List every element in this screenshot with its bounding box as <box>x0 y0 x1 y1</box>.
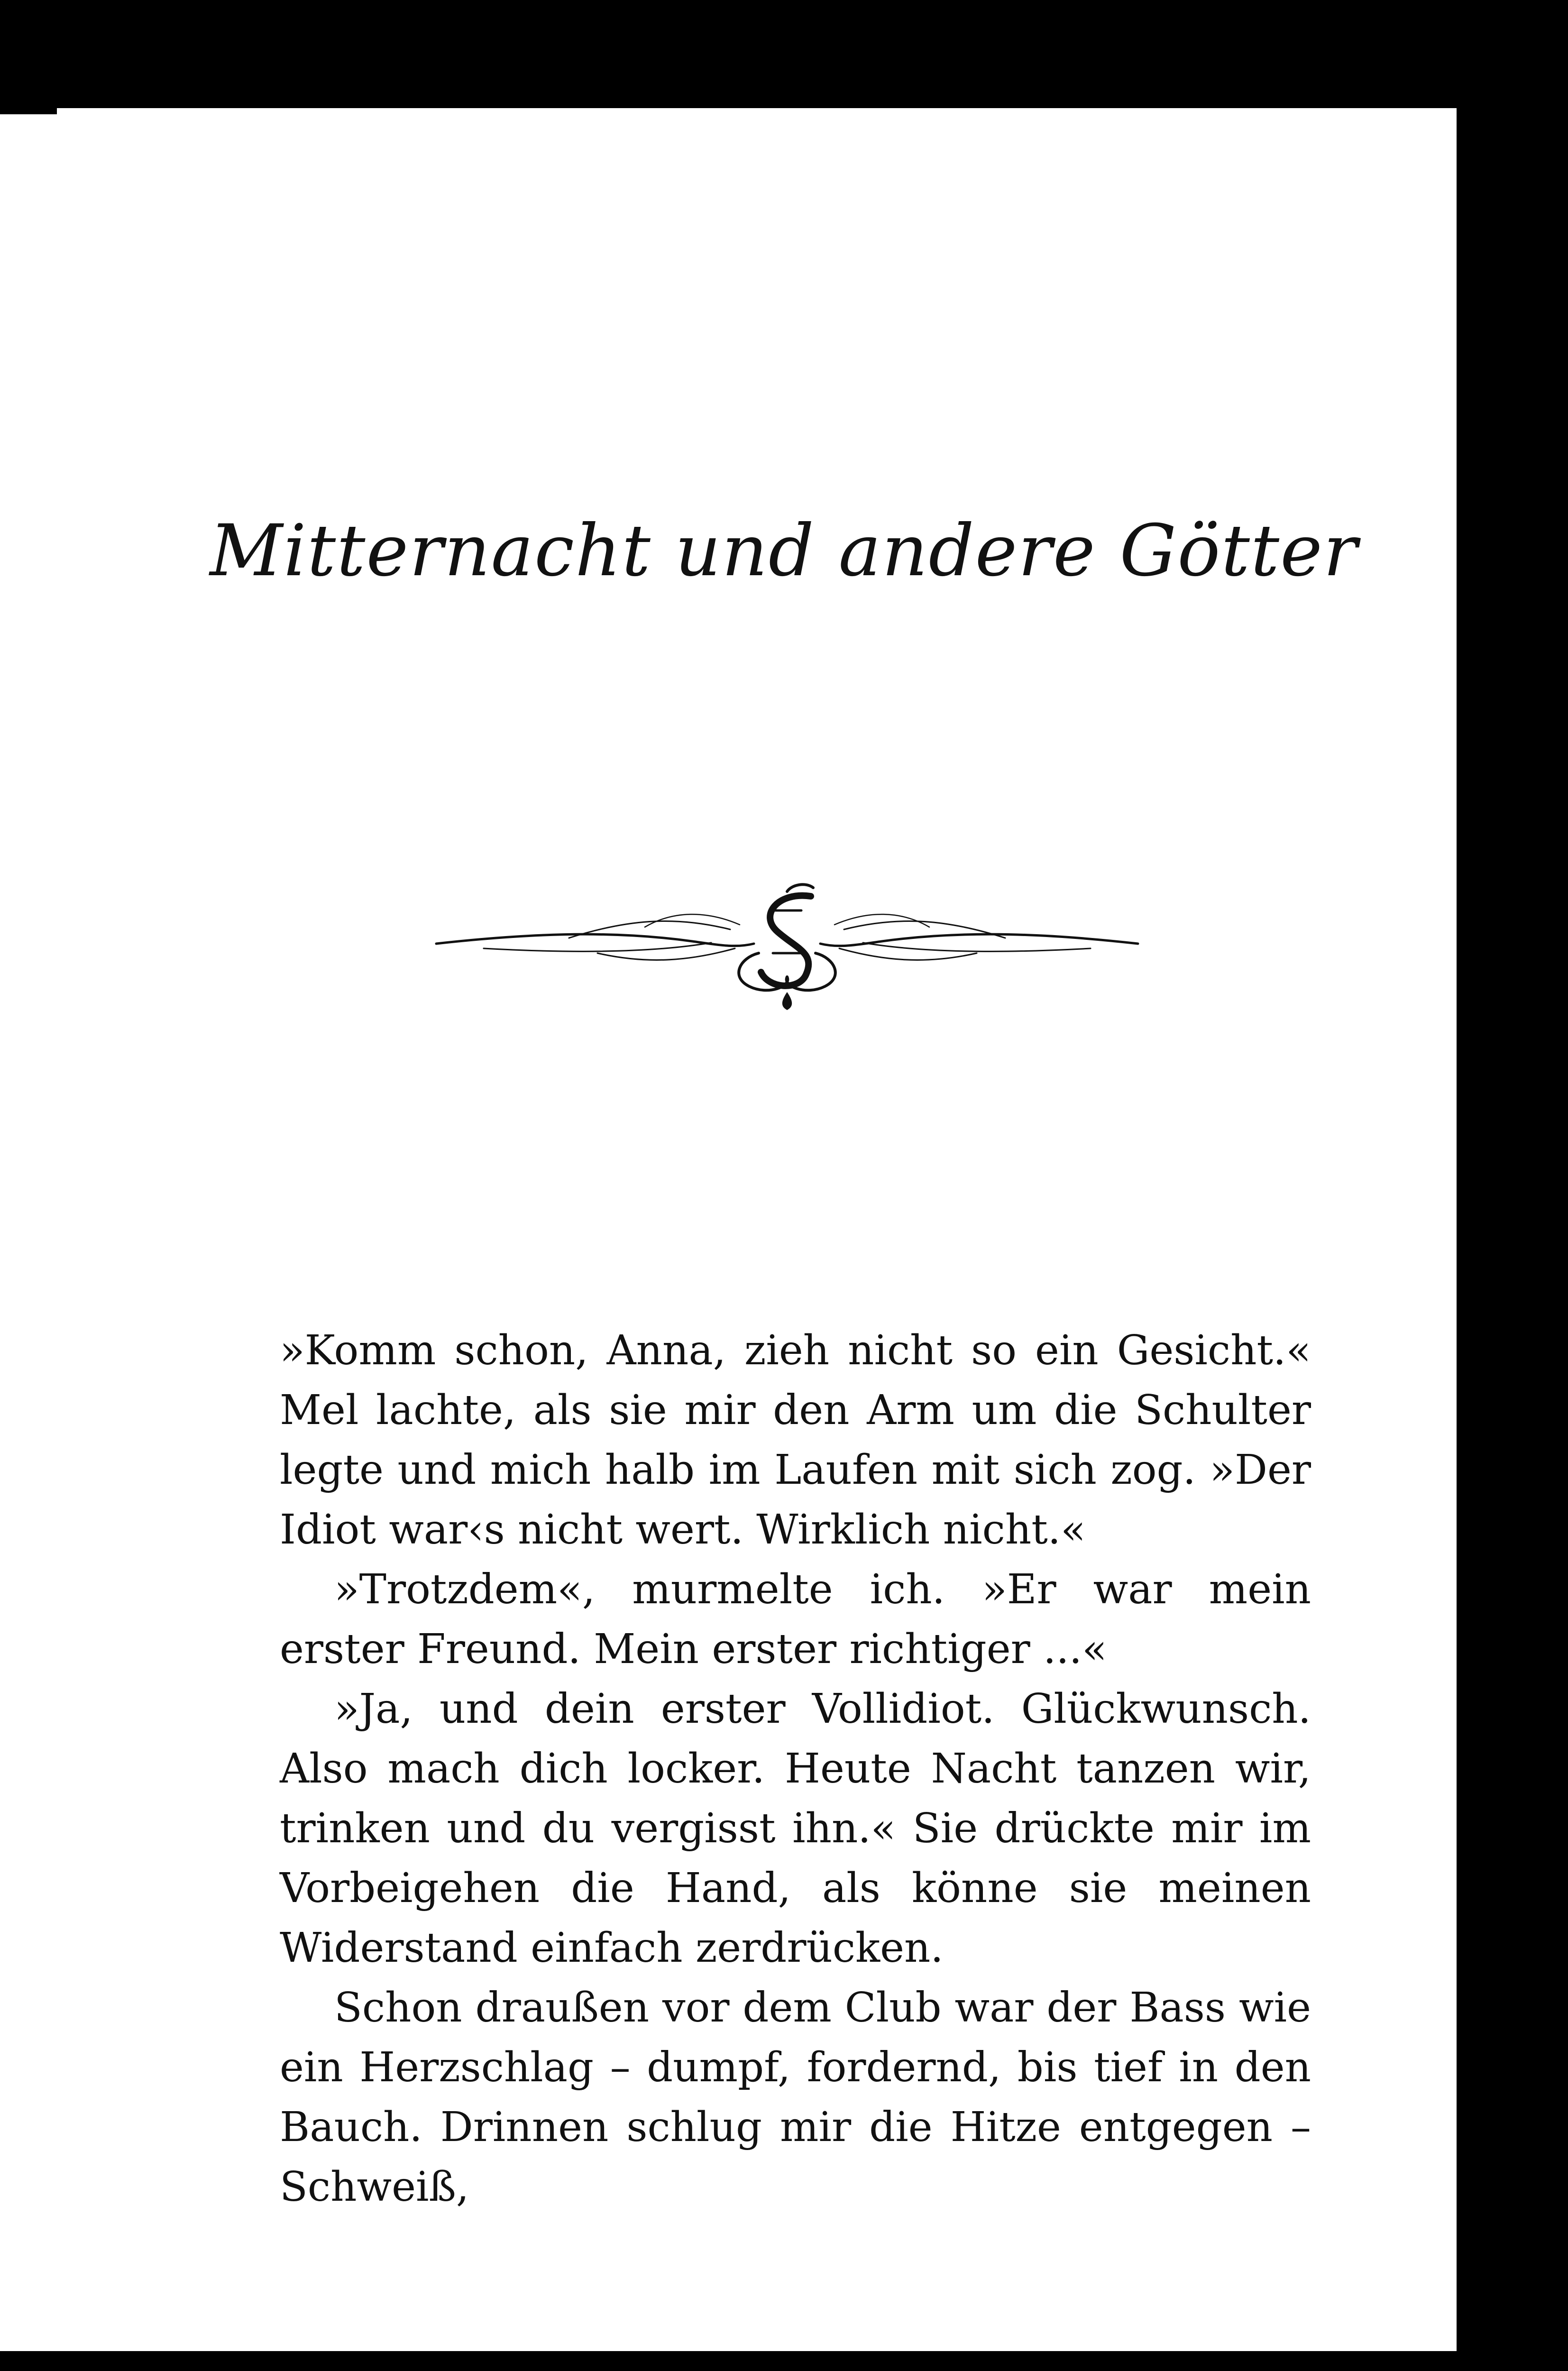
paragraph: »Trotzdem«, murmelte ich. »Er war mein erster Freund. Mein erster richtiger ...« <box>280 1566 1311 1673</box>
paragraph: Schon draußen vor dem Club war der Bass wie ein Herzschlag – dumpf, fordernd, bis tief in den Bauch. Drinnen schlug mir die Hitze entgegen – Schweiß, <box>280 1984 1311 2211</box>
chapter-title: Mitternacht und andere Götter <box>210 510 1358 592</box>
paragraph: »Komm schon, Anna, zieh nicht so ein Gesicht.« Mel lachte, als sie mir den Arm um die Schulter legte und mich halb im Laufen mit sich zog. »Der Idiot war‹s nicht wert. Wirklich nicht.« <box>280 1327 1311 1553</box>
page-edge-shadow <box>0 102 57 114</box>
flourish-divider-icon <box>427 882 1147 1015</box>
chapter-body <box>280 1321 1311 2217</box>
paragraph: »Ja, und dein erster Vollidiot. Glückwunsch. Also mach dich locker. Heute Nacht tanzen wir, trinken und du vergisst ihn.« Sie drückte mir im Vorbeigehen die Hand, als könne sie meinen Widerstand einfach zerdrücken. <box>280 1685 1311 1972</box>
